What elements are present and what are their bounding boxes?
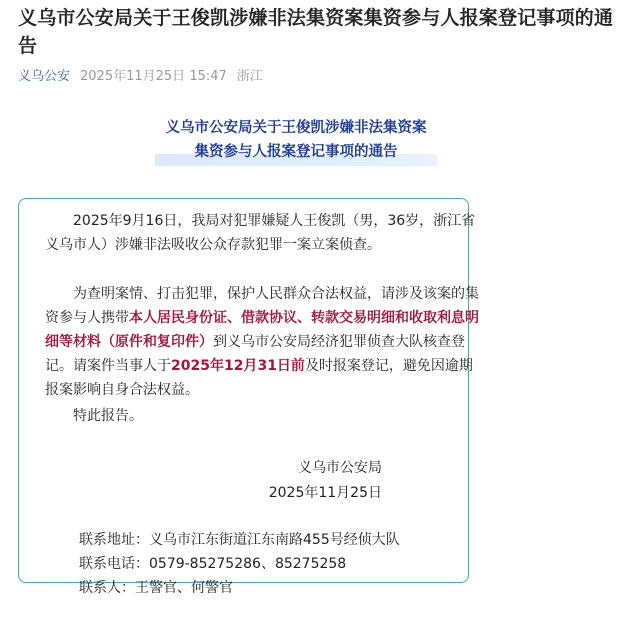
publish-location: 浙江 (236, 69, 263, 84)
notice-paragraph-1: 2025年9月16日，我局对犯罪嫌疑人王俊凯（男，36岁，浙江省义乌市人）涉嫌非法吸收公众存款犯罪一案立案侦查。 (45, 213, 476, 253)
deadline-highlight: 2025年12月31日前 (171, 358, 305, 374)
banner-line-2: 集资参与人报案登记事项的通告 (194, 144, 398, 160)
notice-box (18, 198, 479, 596)
notice-paragraph-3: 特此报告。 (73, 408, 143, 424)
signature-org: 义乌市公安局 (298, 460, 382, 476)
article-meta (18, 65, 263, 84)
contact-phone: 联系电话：0579-85275286、85275258 (79, 556, 347, 572)
article-title: 义乌市公安局关于王俊凯涉嫌非法集资案集资参与人报案登记事项的通告 (18, 7, 614, 57)
signature-date: 2025年11月25日 (268, 485, 382, 501)
notice-banner (155, 116, 437, 166)
paragraph-2-text-c: 及时报案登记，避免因逾期报案影响自身合法权益。 (45, 358, 473, 398)
paragraph-2-text-b: 到义乌市公安局经济犯罪侦查大队核查登记。请案件当事人于 (45, 334, 465, 374)
source-link[interactable]: 义乌公安 (18, 69, 71, 84)
publish-datetime: 2025年11月25日 15:47 (80, 69, 227, 84)
banner-line-1: 义乌市公安局关于王俊凯涉嫌非法集资案 (165, 120, 427, 136)
contact-address: 联系地址：义乌市江东街道江东南路455号经侦大队 (79, 532, 400, 548)
required-materials-highlight: 本人居民身份证、借款协议、转款交易明细和收取利息明细等材料（原件和复印件） (45, 310, 479, 350)
paragraph-2-text-a: 为查明案情、打击犯罪，保护人民群众合法权益，请涉及该案的集资参与人携带 (45, 286, 479, 326)
notice-paragraph-2 (45, 282, 480, 402)
contact-person: 联系人：王警官、何警官 (79, 580, 233, 596)
